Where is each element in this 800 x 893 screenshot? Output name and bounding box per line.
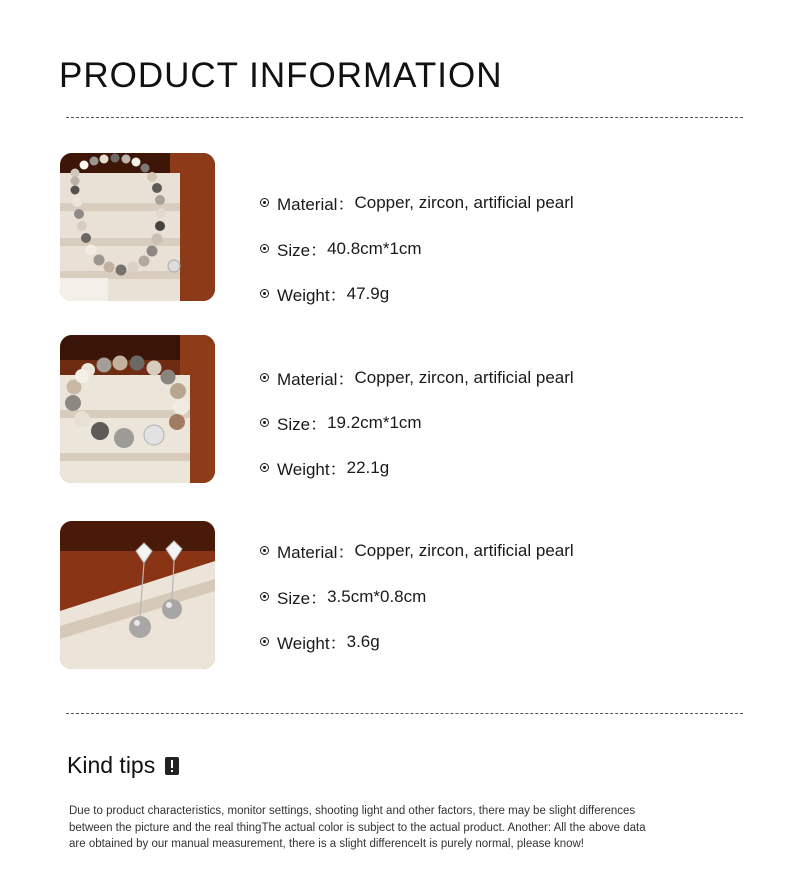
material-value: Copper, zircon, artificial pearl xyxy=(354,192,574,212)
size-spec xyxy=(260,410,422,435)
size-value: 40.8cm*1cm xyxy=(327,238,422,258)
size-value: 3.5cm*0.8cm xyxy=(327,586,427,606)
earrings-photo xyxy=(60,521,215,669)
weight-spec xyxy=(260,629,380,654)
tips-text: Due to product characteristics, monitor settings, shooting light and other factors, there may be slight differences between the picture and the real thingThe actual color is subject to the actual product. Another: All the above data are obtained by our manual measurement, there is a slight differenceIt is purely normal, please know! xyxy=(69,805,646,850)
necklace-photo xyxy=(60,153,215,301)
material-label: Material： xyxy=(277,195,355,214)
product-row-earrings xyxy=(60,521,760,669)
material-spec xyxy=(260,538,574,563)
size-label: Size： xyxy=(277,415,328,434)
bracelet-photo xyxy=(60,335,215,483)
material-label: Material： xyxy=(277,370,355,389)
product-row-necklace xyxy=(60,153,760,305)
size-label: Size： xyxy=(277,589,328,608)
size-label: Size： xyxy=(277,241,328,260)
size-value: 19.2cm*1cm xyxy=(327,412,422,432)
weight-label: Weight： xyxy=(277,286,347,305)
material-value: Copper, zircon, artificial pearl xyxy=(354,367,574,387)
material-spec xyxy=(260,365,574,390)
bullet-icon xyxy=(260,418,269,427)
weight-label: Weight： xyxy=(277,634,347,653)
weight-value: 22.1g xyxy=(346,457,390,477)
bullet-icon xyxy=(260,198,269,207)
bullet-icon xyxy=(260,373,269,382)
bullet-icon xyxy=(260,546,269,555)
top-divider xyxy=(66,117,743,118)
bullet-icon xyxy=(260,244,269,253)
weight-spec xyxy=(260,281,389,306)
product-row-bracelet xyxy=(60,335,760,483)
bullet-icon xyxy=(260,463,269,472)
bullet-icon xyxy=(260,637,269,646)
tips-title-text: Kind tips xyxy=(67,752,156,778)
weight-value: 3.6g xyxy=(346,631,380,651)
size-spec xyxy=(260,236,422,261)
weight-label: Weight： xyxy=(277,460,347,479)
size-spec xyxy=(260,584,426,609)
material-spec xyxy=(260,190,574,215)
bullet-icon xyxy=(260,592,269,601)
bottom-divider xyxy=(66,713,743,714)
page-title: PRODUCT INFORMATION xyxy=(59,56,503,95)
material-value: Copper, zircon, artificial pearl xyxy=(354,540,574,560)
weight-value: 47.9g xyxy=(346,283,390,303)
material-label: Material： xyxy=(277,543,355,562)
exclamation-icon xyxy=(165,757,179,775)
bullet-icon xyxy=(260,289,269,298)
tips-title xyxy=(67,752,179,779)
weight-spec xyxy=(260,455,389,480)
